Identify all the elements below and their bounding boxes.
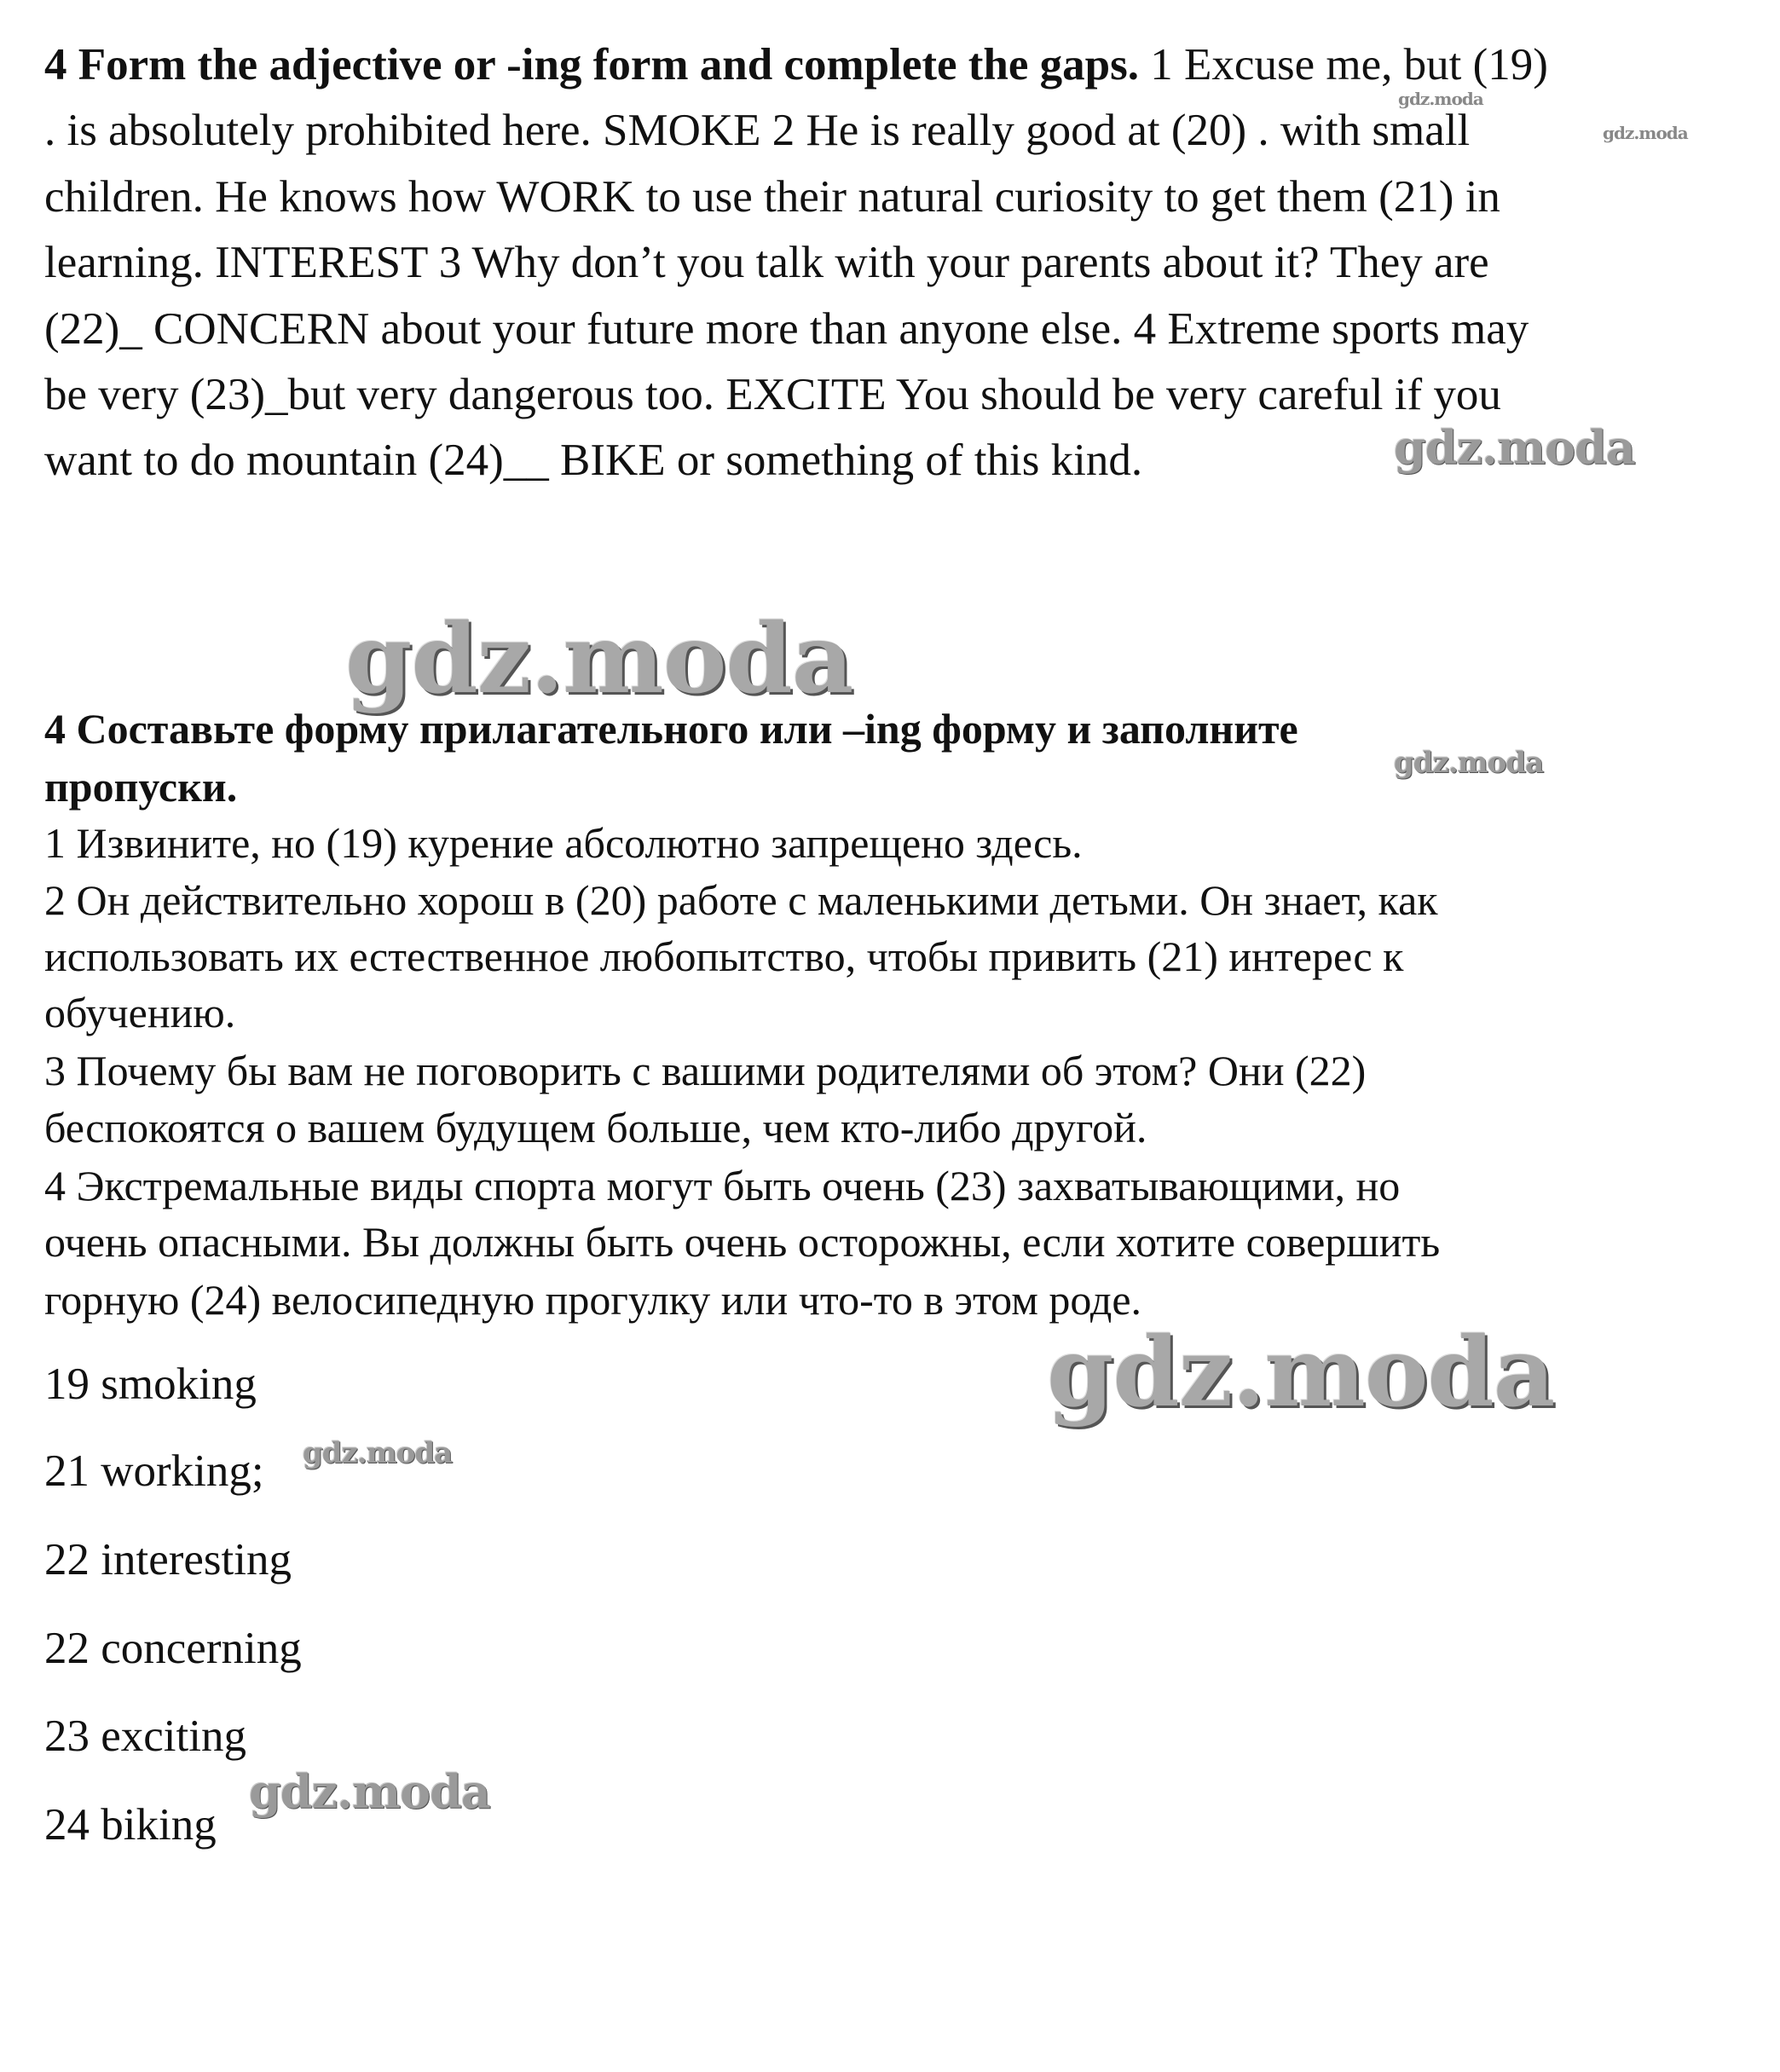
russian-heading-1: 4 Составьте форму прилагательного или –ing форму и заполните xyxy=(44,705,1298,753)
answer-item: 22 concerning xyxy=(44,1624,302,1673)
russian-line: 1 Извините, но (19) курение абсолютно запрещено здесь. xyxy=(44,819,1083,867)
russian-line: 3 Почему бы вам не поговорить с вашими родителями об этом? Они (22) xyxy=(44,1047,1367,1094)
answer-item: 23 exciting xyxy=(44,1711,246,1761)
answer-item: 22 interesting xyxy=(44,1535,292,1584)
russian-line: беспокоятся о вашем будущем больше, чем кто-либо другой. xyxy=(44,1104,1147,1151)
answer-item: 21 working; xyxy=(44,1446,264,1496)
russian-line: 4 Экстремальные виды спорта могут быть очень (23) захватывающими, но xyxy=(44,1162,1401,1209)
watermark: gdz.moda xyxy=(1394,420,1635,475)
watermark: gdz.moda xyxy=(1398,89,1483,109)
russian-line: использовать их естественное любопытство, чтобы привить (21) интерес к xyxy=(44,932,1404,980)
english-line-1 xyxy=(44,40,1548,89)
russian-line: горную (24) велосипедную прогулку или что-то в этом роде. xyxy=(44,1276,1142,1324)
english-text: 1 Excuse me, but (19) xyxy=(1139,40,1548,89)
watermark: gdz.moda xyxy=(1047,1317,1555,1428)
english-line-5: (22)_ CONCERN about your future more than anyone else. 4 Extreme sports may xyxy=(44,304,1529,354)
watermark: gdz.moda xyxy=(345,603,853,715)
answer-item: 19 smoking xyxy=(44,1359,257,1409)
english-line-4: learning. INTEREST 3 Why don’t you talk with your parents about it? They are xyxy=(44,238,1489,287)
english-line-3: children. He knows how WORK to use their natural curiosity to get them (21) in xyxy=(44,172,1500,222)
english-line-6: be very (23)_but very dangerous too. EXCITE You should be very careful if you xyxy=(44,370,1501,419)
answer-item: 24 biking xyxy=(44,1800,217,1850)
watermark: gdz.moda xyxy=(1603,123,1688,143)
english-heading: 4 Form the adjective or -ing form and complete the gaps. xyxy=(44,40,1140,89)
english-line-2: . is absolutely prohibited here. SMOKE 2 He is really good at (20) . with small xyxy=(44,106,1471,155)
watermark: gdz.moda xyxy=(303,1436,453,1470)
watermark: gdz.moda xyxy=(1394,746,1544,780)
english-line-7: want to do mountain (24)__ BIKE or something of this kind. xyxy=(44,436,1143,485)
russian-line: обучению. xyxy=(44,989,236,1036)
russian-line: очень опасными. Вы должны быть очень осторожны, если хотите совершить xyxy=(44,1218,1441,1266)
russian-line: 2 Он действительно хорош в (20) работе с маленькими детьми. Он знает, как xyxy=(44,876,1438,924)
russian-heading-2: пропуски. xyxy=(44,763,238,811)
watermark: gdz.moda xyxy=(249,1764,490,1819)
